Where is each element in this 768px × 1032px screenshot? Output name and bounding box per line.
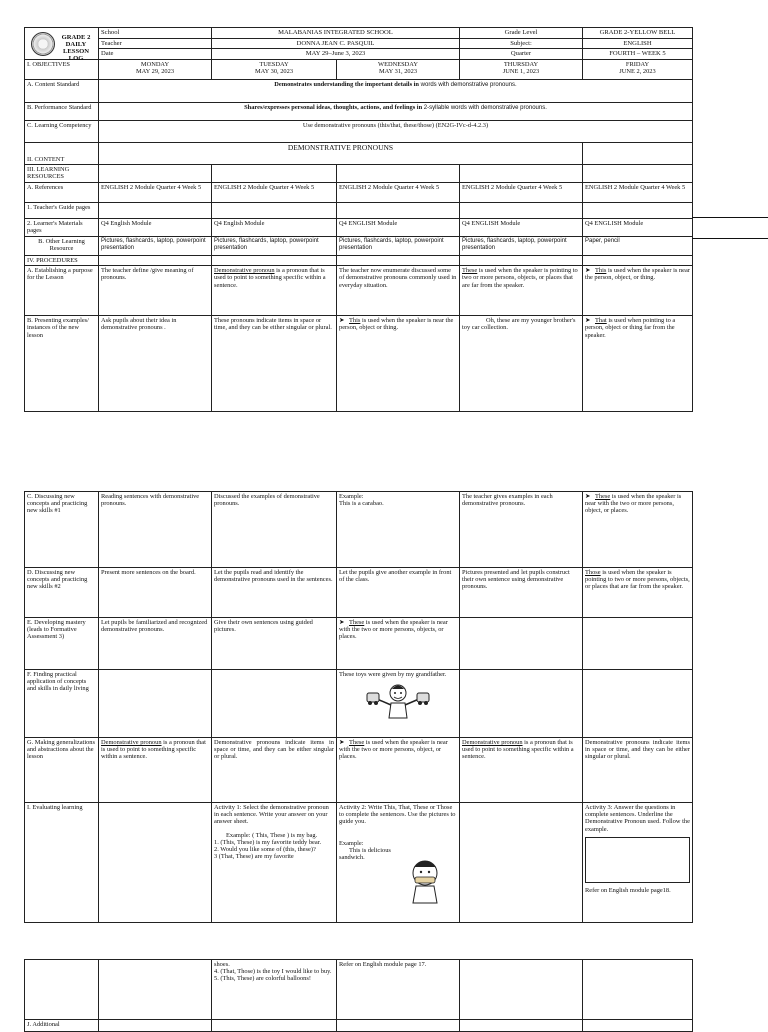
day-monday: MONDAY MAY 29, 2023 [99,60,212,80]
other-monday: Pictures, flashcards, laptop, powerpoint presentation [99,237,212,256]
performance-standard-label: B. Performance Standard [25,103,99,121]
proc-e-wednesday: ➤ These is used when the speaker is near with the two or more persons, objects, or places. [337,618,460,670]
proc-c-tuesday: Discussed the examples of demonstrative pronouns. [212,492,337,568]
grade-label: Grade Level [460,28,583,39]
other-tuesday: Pictures, flashcards, laptop, powerpoint presentation [212,237,337,256]
learners-label: 2. Learner's Materials pages [25,219,99,237]
proc-g-label: G. Making generalizations and abstractions about the lesson [25,738,99,803]
quarter-label: Quarter [460,49,583,60]
proc-b-monday: Ask pupils about their idea in demonstrative pronouns . [99,316,212,412]
teacher-label: Teacher [99,38,212,49]
reference-thursday: ENGLISH 2 Module Quarter 4 Week 5 [460,183,583,203]
log-title-cell [25,28,99,60]
proc-a-label: A. Establishing a purpose for the Lesson [25,266,99,316]
page-2 [0,489,768,909]
learners-wednesday: Q4 ENGLISH Module [337,219,460,237]
proc-b-thursday: Oh, these are my younger brother's toy car collection. [460,316,583,412]
learners-thursday: Q4 ENGLISH Module [460,219,583,237]
page3-tuesday: shoes. 4. (That, Those) is the toy I would like to buy. 5. (This, These) are colorful balloons! [212,960,337,1020]
proc-g-friday: Demonstrative pronouns indicate items in space or time, and they can be either singular or plural. [583,738,693,803]
day-friday: FRIDAY JUNE 2, 2023 [583,60,693,80]
teacher-name: DONNA JEAN C. PASQUIL [212,38,460,49]
proc-e-monday: Let pupils be familiarized and recognized demonstrative pronouns. [99,618,212,670]
page-1 [0,0,768,450]
resources-label: III. LEARNING RESOURCES [25,165,99,183]
proc-c-thursday: The teacher gives examples in each demonstrative pronouns. [460,492,583,568]
references-label: A. References [25,183,99,203]
teachers-guide-label: 1. Teacher's Guide pages [25,203,99,219]
content-label: II. CONTENT [25,143,99,165]
proc-d-label: D. Discussing new concepts and practicing new skills #2 [25,568,99,618]
proc-a-thursday: These is used when the speaker is pointing to two or more persons, objects, or places that are far from the speaker. [460,266,583,316]
reference-wednesday: ENGLISH 2 Module Quarter 4 Week 5 [337,183,460,203]
performance-standard: Shares/expresses personal ideas, thoughts, actions, and feelings in 2-syllable words with demonstrative pronouns. [99,103,693,121]
proc-b-tuesday: These pronouns indicate items in space or time, and they can be either singular or plural. [212,316,337,412]
other-thursday: Pictures, flashcards, laptop, powerpoint presentation [460,237,583,256]
proc-c-label: C. Discussing new concepts and practicing new skills #1 [25,492,99,568]
stray-line-2 [692,238,768,239]
page-3 [0,959,768,1028]
learners-tuesday: Q4 English Module [212,219,337,237]
proc-d-friday: Those is used when the speaker is pointing to two or more persons, objects, or places that are far from the speaker. [583,568,693,618]
competency-label: C. Learning Competency [25,121,99,143]
log-title: GRADE 2 DAILY LESSON LOG [61,34,91,62]
learners-monday: Q4 English Module [99,219,212,237]
reference-monday: ENGLISH 2 Module Quarter 4 Week 5 [99,183,212,203]
content-standard-label: A. Content Standard [25,80,99,103]
content-value: DEMONSTRATIVE PRONOUNS [99,143,583,165]
proc-h-tuesday: Activity 1: Select the demonstrative pronoun in each sentence. Write your answer on your answer sheet. Example: ( This, These ) is my bag. 1. (This, These) is my favorite teddy bear. 2. Would you like some of (this, these)? 3 (That, These) are my favorite [212,803,337,923]
proc-f-wednesday: These toys were given by my grandfather. [337,670,460,738]
proc-g-thursday: Demonstrative pronoun is a pronoun that is used to point to something specific within a sentence. [460,738,583,803]
proc-d-tuesday: Let the pupils read and identify the demonstrative pronouns used in the sentences. [212,568,337,618]
proc-h-friday: Activity 3: Answer the questions in complete sentences. Underline the Demonstrative Pronoun used. Follow the example. Refer on English module page18. [583,803,693,923]
proc-b-label: B. Presenting examples/ instances of the new lesson [25,316,99,412]
day-tuesday: TUESDAY MAY 30, 2023 [212,60,337,80]
page3-wednesday: Refer on English module page 17. [337,960,460,1020]
day-wednesday: WEDNESDAY MAY 31, 2023 [337,60,460,80]
proc-d-monday: Present more sentences on the board. [99,568,212,618]
other-friday: Paper, pencil [583,237,693,256]
lesson-log-table-2 [24,491,693,923]
other-wednesday: Pictures, flashcards, laptop, powerpoint presentation [337,237,460,256]
lesson-log-table-3 [24,959,693,1032]
proc-d-thursday: Pictures presented and let pupils construct their own sentence using demonstrative pronouns. [460,568,583,618]
proc-c-friday: ➤ These is used when the speaker is near with the two or more persons, object, or places. [583,492,693,568]
proc-g-wednesday: ➤ These is used when the speaker is near with the two or more persons, object, or places. [337,738,460,803]
proc-a-monday: The teacher define /give meaning of pronouns. [99,266,212,316]
content-standard: Demonstrates understanding the important details in words with demonstrative pronouns. [99,80,693,103]
boy-eating-sandwich-picture [399,853,451,905]
school-label: School [99,28,212,39]
additional-label: J. Additional [25,1020,99,1032]
proc-b-wednesday: ➤ This is used when the speaker is near the person, object or thing. [337,316,460,412]
proc-g-monday: Demonstrative pronoun is a pronoun that is used to point to something specific within a sentence. [99,738,212,803]
proc-g-tuesday: Demonstrative pronouns indicate items in space or time, and they can be either singular or plural. [212,738,337,803]
quarter-value: FOURTH – WEEK 5 [583,49,693,60]
proc-a-wednesday: The teacher now enumerate discussed some of demonstrative pronouns commonly used in everyday situation. [337,266,460,316]
other-resources-label: B. Other Learning Resource [25,237,99,256]
date-value: MAY 29–June 3, 2023 [212,49,460,60]
competency: Use demonstrative pronouns (this/that, these/those) (EN2G-IVc-d-4.2.3) [99,121,693,143]
date-label: Date [99,49,212,60]
proc-h-label: I. Evaluating learning [25,803,99,923]
proc-f-label: F. Finding practical application of concepts and skills in daily living [25,670,99,738]
boy-with-toys-picture [363,681,433,719]
lesson-log-table-1 [24,27,693,412]
grade-value: GRADE 2-YELLOW BELL [583,28,693,39]
subject-value: ENGLISH [583,38,693,49]
school-name: MALABANIAS INTEGRATED SCHOOL [212,28,460,39]
subject-label: Subject: [460,38,583,49]
proc-a-tuesday: Demonstrative pronoun is a pronoun that is used to point to something specific within a sentence. [212,266,337,316]
reference-friday: ENGLISH 2 Module Quarter 4 Week 5 [583,183,693,203]
deped-seal-icon [31,32,55,56]
stray-line-1 [692,217,768,218]
proc-a-friday: ➤ This is used when the speaker is near the person, object, or thing. [583,266,693,316]
proc-h-wednesday: Activity 2: Write This, That, These or Those to complete the sentences. Use the pictures to guide you. Example: This is delicious sandwich. [337,803,460,923]
day-thursday: THURSDAY JUNE 1, 2023 [460,60,583,80]
learners-friday: Q4 ENGLISH Module [583,219,693,237]
reference-tuesday: ENGLISH 2 Module Quarter 4 Week 5 [212,183,337,203]
answer-box [585,837,690,883]
proc-e-label: E. Developing mastery (leads to Formative Assessment 3) [25,618,99,670]
proc-d-wednesday: Let the pupils give another example in front of the class. [337,568,460,618]
proc-c-wednesday: Example: This is a carabao. [337,492,460,568]
procedures-label: IV. PROCEDURES [25,256,99,266]
objectives-label: I. OBJECTIVES [25,60,99,80]
proc-c-monday: Reading sentences with demonstrative pronouns. [99,492,212,568]
content-empty [583,143,693,165]
proc-e-tuesday: Give their own sentences using guided pictures. [212,618,337,670]
proc-b-friday: ➤ That is used when pointing to a person, object or thing far from the speaker. [583,316,693,412]
